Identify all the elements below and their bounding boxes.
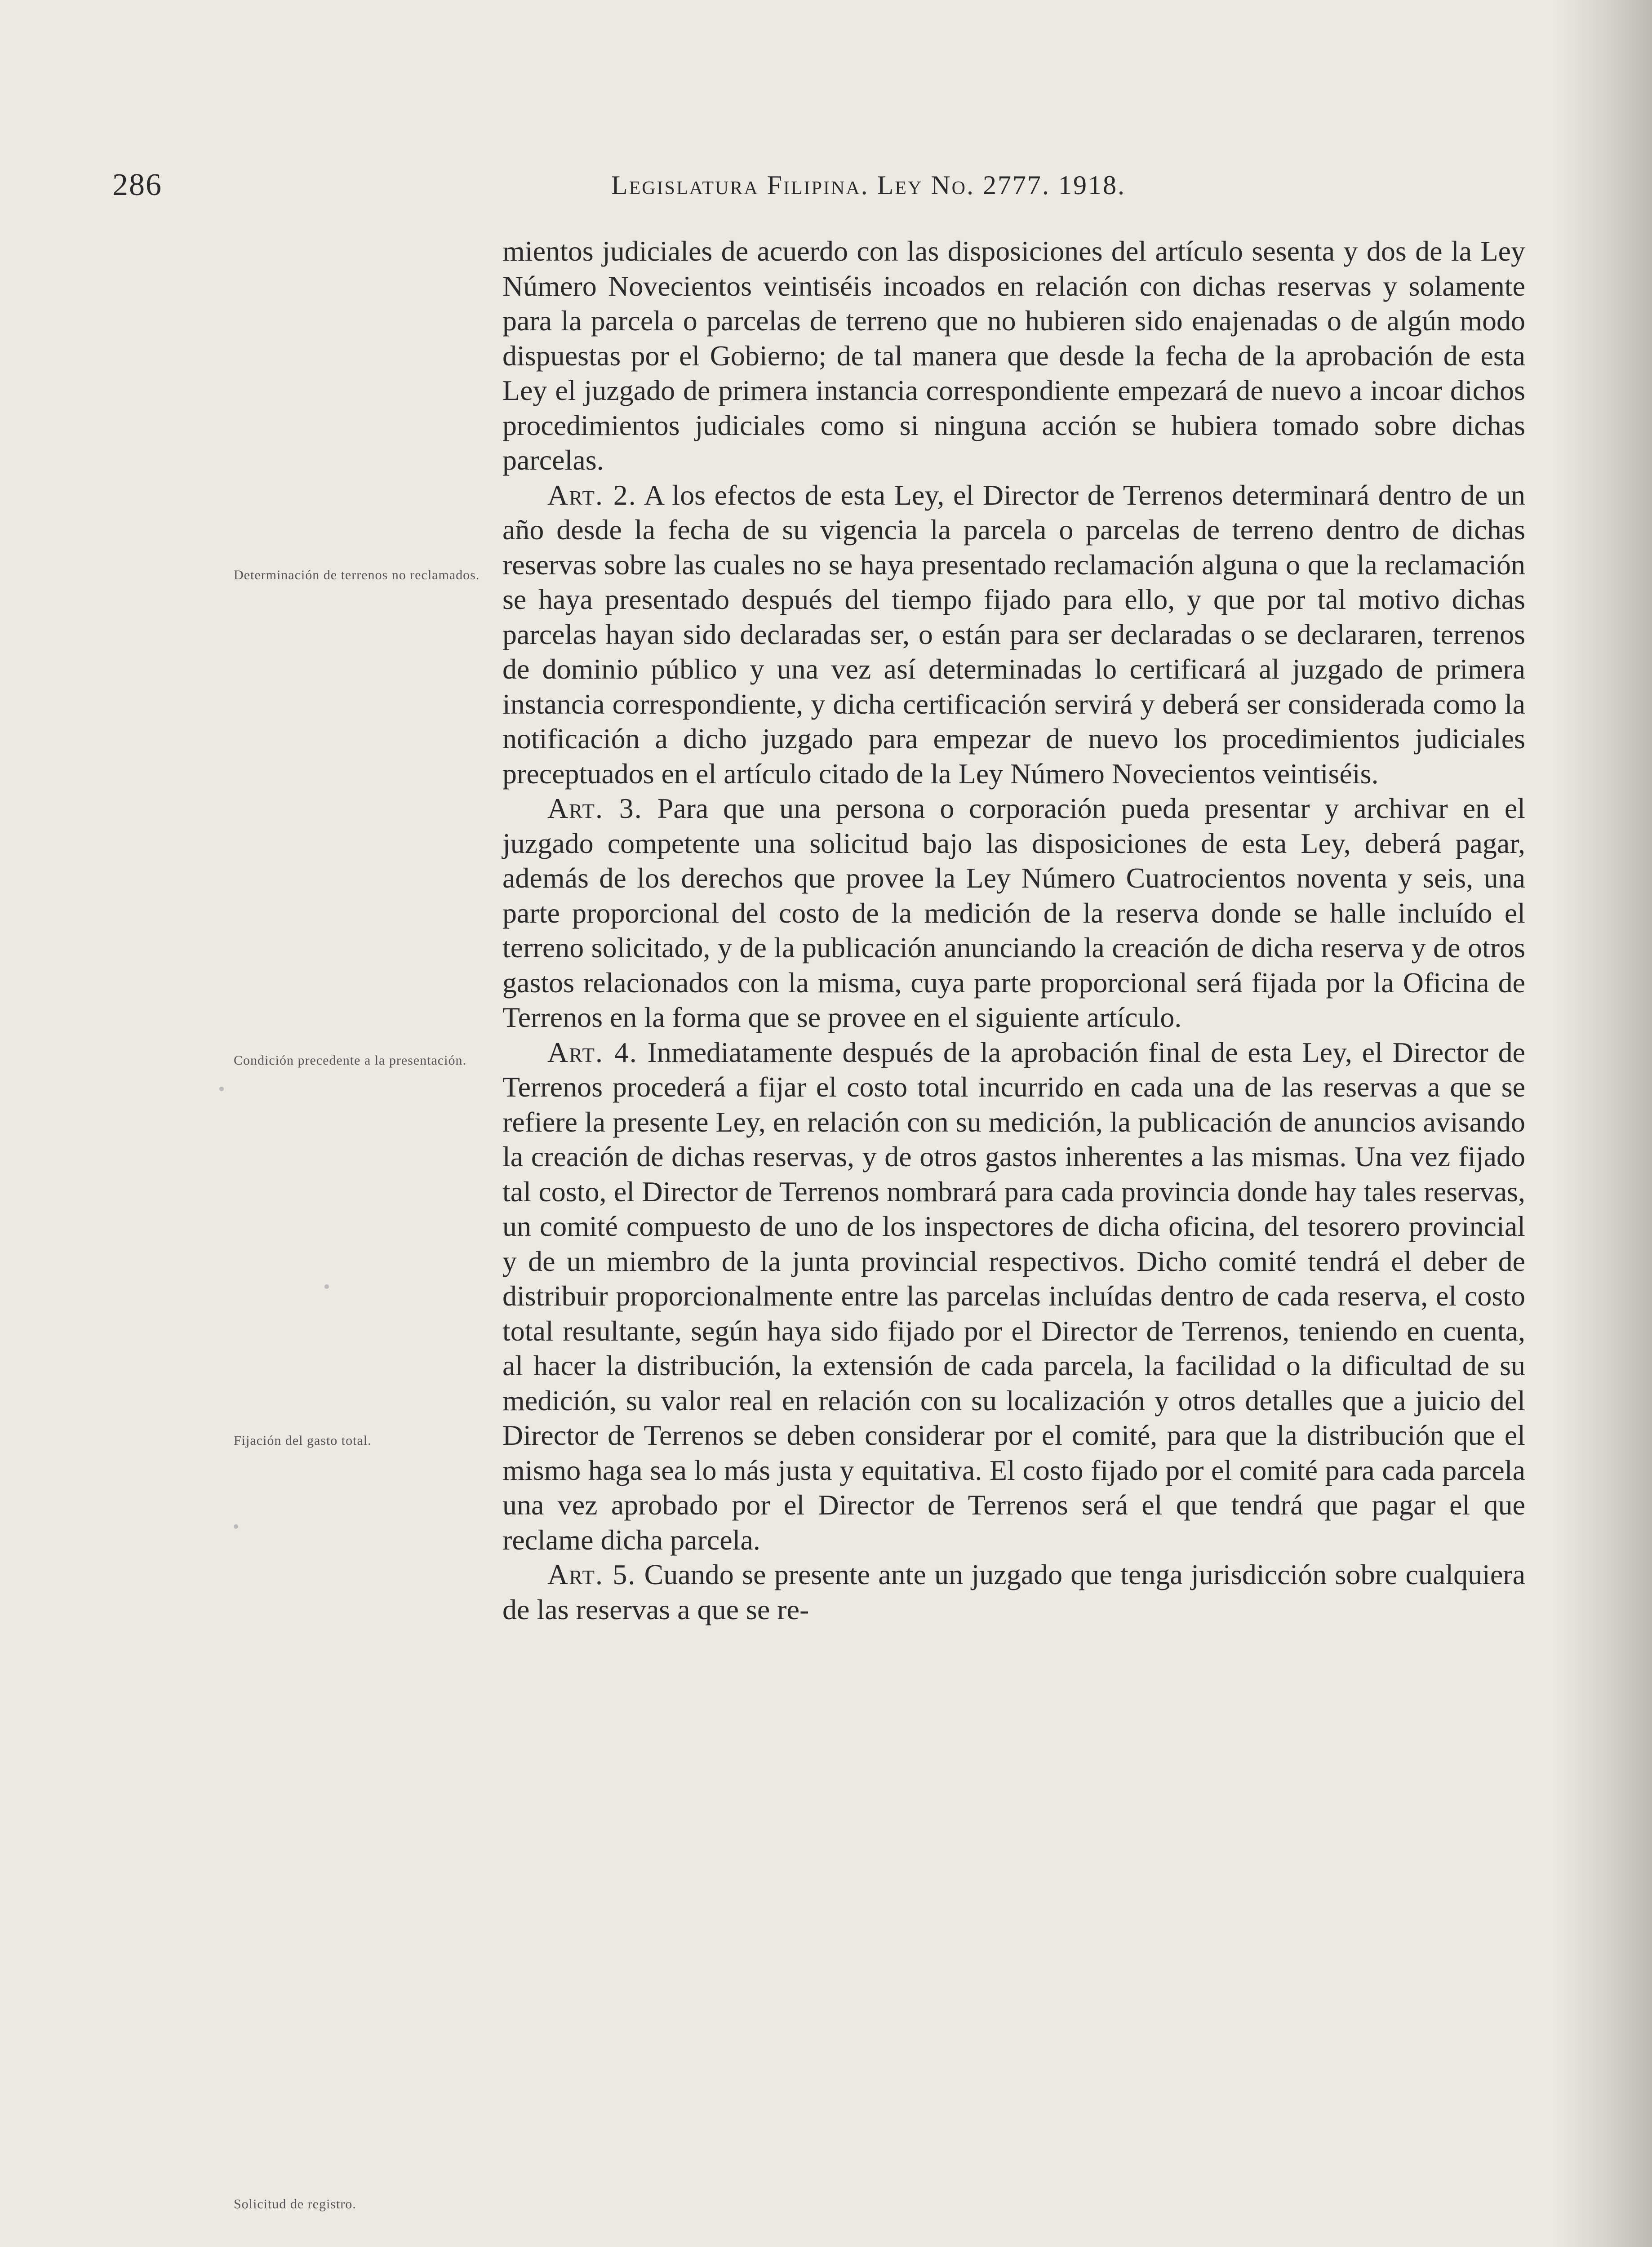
page-edge-shadow	[1553, 0, 1652, 2247]
article-5-text: Cuando se presente ante un juzgado que tenga jurisdicción sobre cualquiera de las reservas a que se re-	[502, 1559, 1525, 1625]
margin-note-solicitud: Solicitud de registro.	[234, 2197, 356, 2211]
paper-speck	[324, 1284, 329, 1289]
article-4-text: Inmediatamente después de la aprobación final de esta Ley, el Director de Terrenos procederá a fijar el costo total incurrido en cada una de las reservas a que se refiere la presente Ley, en relación con su medición, la publicación de anuncios avisando la creación de dichas reservas, y de otros gastos inherentes a las mismas. Una vez fijado tal costo, el Director de Terrenos nombrará para cada provincia donde hay tales reservas, un comité compuesto de uno de los inspectores de dicha oficina, del tesorero provincial y de un miembro de la junta provincial respectivos. Dicho comité tendrá el deber de distribuir proporcionalmente entre las parcelas incluídas dentro de cada reserva, el costo total resultante, según haya sido fijado por el Director de Terrenos, teniendo en cuenta, al hacer la distribución, la extensión de cada parcela, la facilidad o la dificultad de su medición, su valor real en relación con su localización y otros detalles que a juicio del Director de Terrenos se deben considerar por el comité, para que la distribución que el mismo haga sea lo más justa y equitativa. El costo fijado por el comité para cada parcela una vez aprobado por el Director de Terrenos será el que tendrá que pagar el que reclame dicha parcela.	[502, 1036, 1526, 1556]
continuation-paragraph: mientos judiciales de acuerdo con las disposiciones del artículo sesenta y dos de la Ley Número Novecientos veintiséis incoados en relación con dichas reservas y solamente para la parcela o parcelas de terreno que no hubieren sido enajenadas o de algún modo dispuestas por el Gobierno; de tal manera que desde la fecha de la aprobación de esta Ley el juzgado de primera instancia correspondiente empezará de nuevo a incoar dichos procedimientos judiciales como si ninguna acción se hubiera tomado sobre dichas parcelas.	[502, 235, 1525, 476]
article-2	[502, 478, 1525, 791]
running-head: Legislatura Filipina. Ley No. 2777. 1918.	[611, 170, 1126, 200]
article-5	[502, 1557, 1525, 1627]
article-2-text: A los efectos de esta Ley, el Director de Terrenos determinará dentro de un año desde la fecha de su vigencia la parcela o parcelas de terreno dentro de dichas reservas sobre las cuales no se haya presentado reclamación alguna o que la reclamación se haya presentado después del tiempo fijado para ello, y que por tal motivo dichas parcelas hayan sido declaradas ser, o están para ser declaradas o se declararen, terrenos de dominio público y una vez así determinadas lo certificará al juzgado de primera instancia correspondiente, y dicha certificación servirá y deberá ser considerada como la notificación a dicho juzgado para empezar de nuevo los procedimientos judiciales preceptuados en el artículo citado de la Ley Número Novecientos veintiséis.	[502, 479, 1526, 790]
page-number: 286	[112, 168, 162, 202]
page-header	[112, 167, 1514, 217]
body-text	[502, 234, 1525, 1627]
article-5-label: Art. 5.	[547, 1559, 636, 1590]
margin-note-fijacion: Fijación del gasto total.	[234, 1433, 372, 1448]
margin-note-determinacion: Determinación de terrenos no reclamados.	[234, 568, 480, 582]
paper-speck	[234, 1524, 238, 1529]
article-4	[502, 1035, 1525, 1558]
article-3-label: Art. 3.	[547, 792, 643, 824]
article-2-label: Art. 2.	[547, 479, 637, 511]
article-3	[502, 791, 1525, 1035]
paper-speck	[219, 1087, 224, 1091]
article-3-text: Para que una persona o corporación pueda presentar y archivar en el juzgado competente una solicitud bajo las disposiciones de esta Ley, deberá pagar, además de los derechos que provee la Ley Número Cuatrocientos noventa y seis, una parte proporcional del costo de la medición de la reserva donde se halle incluído el terreno solicitado, y de la publicación anunciando la creación de dicha reserva y de otros gastos relacionados con la misma, cuya parte proporcional será fijada por la Oficina de Terrenos en la forma que se provee en el siguiente artículo.	[502, 792, 1526, 1033]
margin-note-condicion: Condición precedente a la presentación.	[234, 1053, 466, 1068]
article-4-label: Art. 4.	[547, 1036, 638, 1068]
